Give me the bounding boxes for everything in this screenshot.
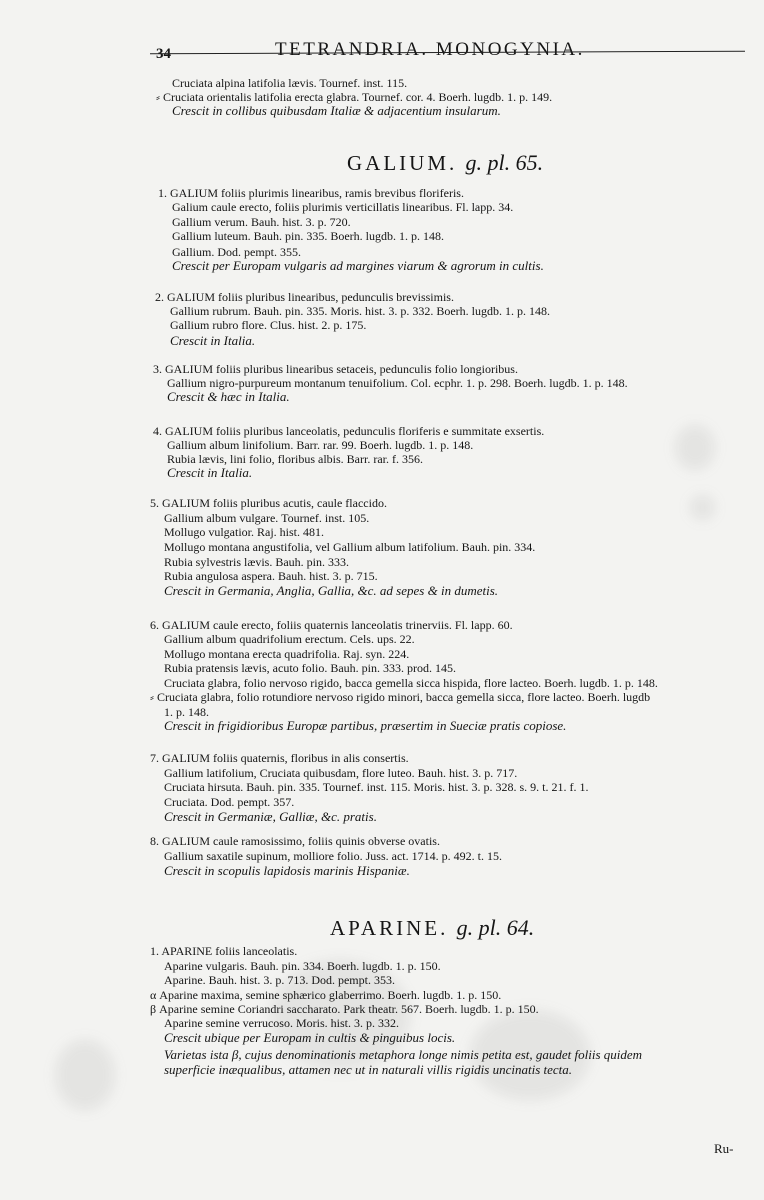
text-line: 1. APARINE foliis lanceolatis. [150, 944, 298, 958]
genus-ref: g. pl. 65. [465, 150, 544, 175]
text-line: β Aparine semine Coriandri saccharato. Park theatr. 567. Boerh. lugdb. 1. p. 150. [150, 1002, 539, 1016]
text-line: 3. GALIUM foliis pluribus linearibus setaceis, pedunculis folio longioribus. [153, 362, 518, 376]
text-line: ⸗ Cruciata glabra, folio rotundiore nervoso rigido minori, bacca gemella sicca, flore lacteo. Boerh. lugdb [150, 690, 651, 704]
habitat-line: Crescit in Germaniæ, Galliæ, &c. pratis. [164, 809, 377, 824]
habitat-line: Varietas ista β, cujus denominationis metaphora longe nimis petita est, gaudet foliis quidem [164, 1047, 643, 1062]
text-line: Gallium album quadrifolium erectum. Cels. ups. 22. [164, 632, 415, 646]
text-line: Gallium rubrum. Bauh. pin. 335. Moris. hist. 3. p. 332. Boerh. lugdb. 1. p. 148. [170, 304, 550, 318]
text-line: Gallium rubro flore. Clus. hist. 2. p. 175. [170, 318, 367, 332]
habitat-line: Crescit in Italia. [170, 333, 256, 348]
text-line: Rubia sylvestris lævis. Bauh. pin. 333. [164, 555, 350, 569]
text-line: Gallium saxatile supinum, molliore folio. Juss. act. 1714. p. 492. t. 15. [164, 849, 502, 863]
text-line: 7. GALIUM foliis quaternis, floribus in alis consertis. [150, 751, 409, 765]
text-line: Aparine semine verrucoso. Moris. hist. 3. p. 332. [164, 1016, 399, 1030]
habitat-line: Crescit ubique per Europam in cultis & pinguibus locis. [164, 1030, 456, 1045]
running-head: TETRANDRIA. MONOGYNIA. [275, 39, 585, 60]
text-line: 5. GALIUM foliis pluribus acutis, caule flaccido. [150, 496, 387, 510]
text-line: Gallium album vulgare. Tournef. inst. 105. [164, 511, 370, 525]
text-line: Mollugo vulgatior. Raj. hist. 481. [164, 525, 325, 539]
text-line: α Aparine maxima, semine sphærico glaberrimo. Boerh. lugdb. 1. p. 150. [150, 988, 502, 1002]
text-line: 8. GALIUM caule ramosissimo, foliis quinis obverse ovatis. [150, 834, 440, 848]
text-line: Cruciata glabra, folio nervoso rigido, bacca gemella sicca hispida, flore lacteo. Boerh. lugdb. 1. p. 148. [164, 676, 658, 690]
text-line: 1. GALIUM foliis plurimis linearibus, ramis brevibus floriferis. [158, 186, 464, 200]
text-line: Aparine. Bauh. hist. 3. p. 713. Dod. pempt. 353. [164, 973, 395, 987]
text-line: Cruciata alpina latifolia lævis. Tournef. inst. 115. [172, 76, 408, 90]
text-line: Gallium verum. Bauh. hist. 3. p. 720. [172, 215, 351, 229]
habitat-line: Crescit in frigidioribus Europæ partibus, præsertim in Sueciæ pratis copiose. [164, 718, 567, 733]
text-line: Rubia angulosa aspera. Bauh. hist. 3. p. 715. [164, 569, 378, 583]
text-line: Rubia pratensis lævis, acuto folio. Bauh. pin. 333. prod. 145. [164, 661, 456, 675]
catchword: Ru- [714, 1141, 734, 1156]
text-line: Gallium. Dod. pempt. 355. [172, 245, 301, 259]
text-line: Rubia lævis, lini folio, floribus albis. Barr. rar. f. 356. [167, 452, 423, 466]
text-line: Mollugo montana angustifolia, vel Gallium album latifolium. Bauh. pin. 334. [164, 540, 536, 554]
text-line: 6. GALIUM caule erecto, foliis quaternis lanceolatis trinerviis. Fl. lapp. 60. [150, 618, 513, 632]
text-line: Gallium latifolium, Cruciata quibusdam, flore luteo. Bauh. hist. 3. p. 717. [164, 766, 518, 780]
text-line: 4. GALIUM foliis pluribus lanceolatis, pedunculis floriferis e summitate exsertis. [153, 424, 545, 438]
genus-heading-aparine [330, 915, 534, 941]
habitat-line: Crescit in Italia. [167, 465, 253, 480]
genus-ref: g. pl. 64. [456, 915, 535, 940]
text-line: Cruciata. Dod. pempt. 357. [164, 795, 295, 809]
text-line: Aparine vulgaris. Bauh. pin. 334. Boerh. lugdb. 1. p. 150. [164, 959, 441, 973]
text-line: Gallium nigro-purpureum montanum tenuifolium. Col. ecphr. 1. p. 298. Boerh. lugdb. 1. p. 148. [167, 376, 628, 390]
habitat-line: superficie inæqualibus, attamen nec ut in naturali villis rigidis uncinatis tecta. [164, 1062, 573, 1077]
text-line: 2. GALIUM foliis pluribus linearibus, pedunculis brevissimis. [155, 290, 454, 304]
text-line: 1. p. 148. [164, 705, 209, 719]
habitat-line: Crescit in scopulis lapidosis marinis Hispaniæ. [164, 863, 410, 878]
genus-heading-galium [347, 150, 543, 176]
habitat-line: Crescit in collibus quibusdam Italiæ & adjacentium insularum. [172, 103, 501, 118]
habitat-line: Crescit in Germania, Anglia, Gallia, &c. ad sepes & in dumetis. [164, 583, 499, 598]
text-line: Gallium luteum. Bauh. pin. 335. Boerh. lugdb. 1. p. 148. [172, 229, 444, 243]
genus-name: APARINE. [330, 916, 449, 940]
habitat-line: Crescit & hæc in Italia. [167, 389, 290, 404]
text-line: Gallium album linifolium. Barr. rar. 99. Boerh. lugdb. 1. p. 148. [167, 438, 474, 452]
page-number: 34 [156, 46, 171, 62]
text-line: ⸗ Cruciata orientalis latifolia erecta glabra. Tournef. cor. 4. Boerh. lugdb. 1. p. 149. [156, 90, 553, 104]
text-line: Mollugo montana erecta quadrifolia. Raj. syn. 224. [164, 647, 410, 661]
genus-name: GALIUM. [347, 151, 458, 175]
text-line: Cruciata hirsuta. Bauh. pin. 335. Tournef. inst. 115. Moris. hist. 3. p. 328. s. 9. t. 21. f. 1. [164, 780, 589, 794]
habitat-line: Crescit per Europam vulgaris ad margines viarum & agrorum in cultis. [172, 258, 544, 273]
text-line: Galium caule erecto, foliis plurimis verticillatis linearibus. Fl. lapp. 34. [172, 200, 514, 214]
